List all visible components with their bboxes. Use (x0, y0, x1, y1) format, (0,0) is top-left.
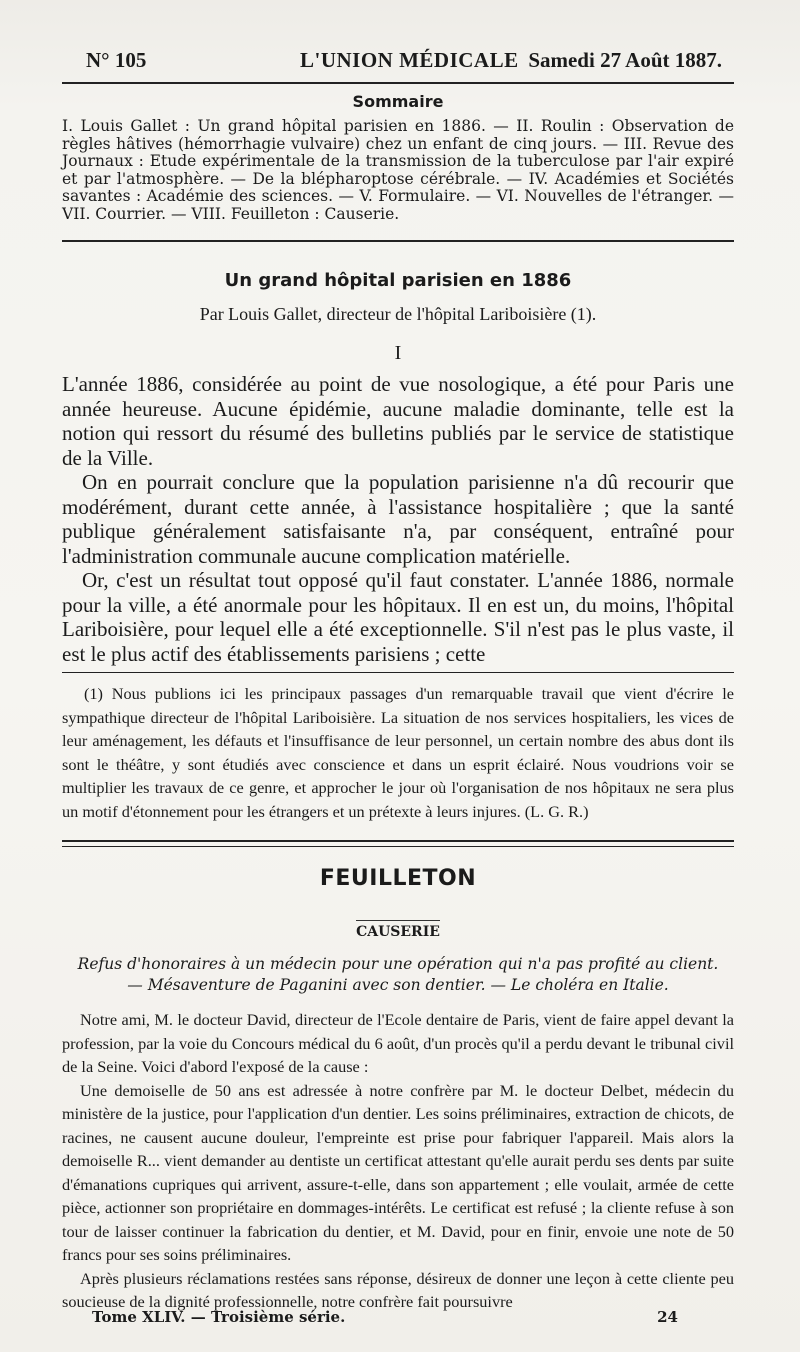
sommaire-rule (62, 240, 734, 242)
journal-title: L'UNION MÉDICALE (300, 48, 519, 72)
sommaire-title: Sommaire (352, 92, 444, 111)
feuilleton-title: FEUILLETON (319, 866, 477, 891)
issue-date: Samedi 27 Août 1887. (528, 48, 722, 72)
feuilleton-subtitle (62, 954, 734, 996)
article-section-number: I (394, 342, 402, 364)
article-body (62, 372, 734, 666)
article-paragraph: On en pourrait conclure que la population parisienne n'a dû recourir que modérément, durant cette année, à l'assistance hospitalière ; que la santé publique généralement satisfaisante n'a, par conséquent, entraîné pour l'administration communale aucune complication matérielle. (62, 470, 734, 568)
causerie-label: CAUSERIE (356, 920, 440, 940)
page-header (62, 48, 734, 78)
footnote-text: (1) Nous publions ici les principaux passages d'un remarquable travail que vient d'écrire le sympathique directeur de l'hôpital Lariboisière. La situation de nos services hospitaliers, les vices de leur aménagement, les défauts et l'insuffisance de leur personnel, un certain nombre des abus dont ils sont le théâtre, y sont étudiés avec conscience et dans un esprit éclairé. Nous voudrions voir se multiplier les travaux de ce genre, et approcher le jour où l'organisation de nos hôpitaux ne sera plus un motif d'étonnement pour les étrangers et un prétexte à leurs injures. (L. G. R.) (62, 684, 734, 821)
feuilleton-body (62, 1008, 734, 1314)
article-paragraph: L'année 1886, considérée au point de vue nosologique, a été pour Paris une année heureuse. Aucune épidémie, aucune maladie dominante, telle est la notion qui ressort du résumé des bulletins publiés par le service de statistique de la Ville. (62, 372, 734, 470)
page-number: 24 (657, 1308, 678, 1326)
article-byline: Par Louis Gallet, directeur de l'hôpital Lariboisière (1). (199, 304, 597, 324)
header-rule (62, 82, 734, 84)
causerie-heading (62, 924, 734, 940)
subtitle-line-1: Refus d'honoraires à un médecin pour une opération qui n'a pas profité au client. (77, 955, 719, 973)
feuilleton-rule-bottom (62, 846, 734, 847)
feuilleton-paragraph: Une demoiselle de 50 ans est adressée à notre confrère par M. le docteur Delbet, médecin du ministère de la justice, pour l'application d'un dentier. Les soins préliminaires, extraction de chicots, de racines, ne causent aucune douleur, l'empreinte est prise pour fabriquer l'appareil. Mais alors la demoiselle R... vient demander au dentiste un certificat attestant qu'elle aurait perdu ses dents par suite d'émanations cupriques qui arrivent, assure-t-elle, dans son appartement ; elle voulait, armée de cette pièce, actionner son propriétaire en dommages-intérêts. Le certificat est refusé ; la cliente refuse à son tour de laisser continuer la fabrication du dentier, et M. David, pour en finir, envoie une note de 50 francs pour ses soins préliminaires. (62, 1080, 734, 1264)
article-title: Un grand hôpital parisien en 1886 (224, 270, 572, 291)
sommaire-text: I. Louis Gallet : Un grand hôpital parisien en 1886. — II. Roulin : Observation de règles hâtives (hémorrhagie vulvaire) chez un enfant de cinq jours. — III. Revue des Journaux : Etude expérimentale de la transmission de la tuberculose par l'air expiré et par l'atmosphère. — De la blépharoptose cérébrale. — IV. Académies et Sociétés savantes : Académie des sciences. — V. Formulaire. — VI. Nouvelles de l'étranger. — VII. Courrier. — VIII. Feuilleton : Causerie. (62, 117, 734, 223)
article-paragraph: Or, c'est un résultat tout opposé qu'il faut constater. L'année 1886, normale pour la ville, a été anormale pour les hôpitaux. Il en est un, du moins, l'hôpital Lariboisière, pour lequel elle a été exceptionnelle. S'il n'est pas le plus vaste, il est le plus actif des établissements parisiens ; cette (62, 568, 734, 666)
issue-number: N° 105 (86, 48, 147, 72)
volume-label: Tome XLIV. — Troisième série. (92, 1308, 346, 1326)
feuilleton-paragraph: Après plusieurs réclamations restées sans réponse, désireux de donner une leçon à cette cliente peu soucieuse de la dignité professionnelle, notre confrère fait poursuivre (62, 1268, 734, 1311)
page-footer (62, 1308, 734, 1332)
feuilleton-paragraph: Notre ami, M. le docteur David, directeur de l'Ecole dentaire de Paris, vient de faire appel devant la profession, par la voie du Concours médical du 6 août, d'un procès qu'il a perdu devant le tribunal civil de la Seine. Voici d'abord l'exposé de la cause : (62, 1010, 734, 1076)
feuilleton-rule-top (62, 840, 734, 842)
subtitle-line-2: — Mésaventure de Paganini avec son dentier. — Le choléra en Italie. (127, 976, 669, 994)
article-footnote (62, 682, 734, 823)
footnote-rule (62, 672, 734, 673)
